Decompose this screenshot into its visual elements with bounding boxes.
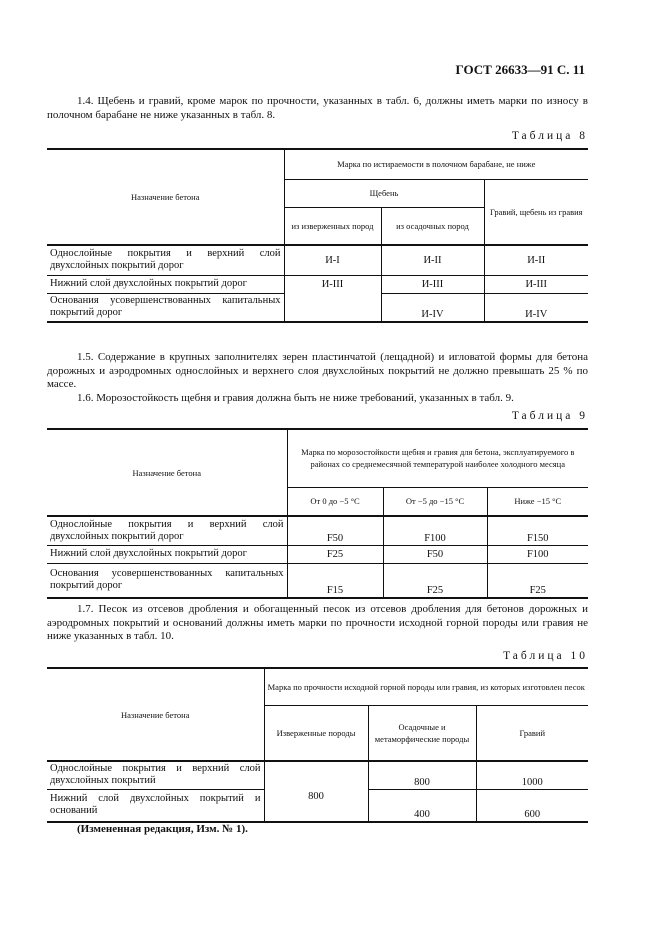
table-row-label: Нижний слой двухслойных покрытий и оснований: [47, 789, 264, 822]
table-cell-merged: 800: [264, 761, 368, 822]
table-8-caption: Таблица 8: [511, 130, 588, 142]
table-cell: 600: [476, 789, 588, 822]
paragraph-1-4: 1.4. Щебень и гравий, кроме марок по прочности, указанных в табл. 6, должны иметь марки по износу в полочном барабане не ниже указанных в табл. 8.: [47, 95, 588, 121]
table-cell: F25: [383, 563, 487, 598]
table-cell: F25: [287, 545, 383, 563]
t10-col-purpose: Назначение бетона: [47, 668, 264, 761]
t9-col-purpose: Назначение бетона: [47, 429, 287, 516]
table-cell: 1000: [476, 761, 588, 789]
t10-col-top: Марка по прочности исходной горной породы или гравия, из которых изготовлен песок: [264, 668, 588, 705]
t9-col-2: От −5 до −15 °С: [383, 487, 487, 516]
t8-col-purpose: Назначение бетона: [47, 149, 284, 245]
table-row-label: Однослойные покрытия и верхний слой двухслойных покрытий: [47, 761, 264, 789]
table-row-label: Однослойные покрытия и верхний слой двухслойных покрытий дорог: [47, 245, 284, 275]
table-cell: И-II: [484, 245, 588, 275]
t8-col-sedim: из осадочных пород: [381, 207, 484, 245]
table-cell: F150: [487, 516, 588, 545]
t10-col-2: Осадочные и метаморфические породы: [368, 705, 476, 761]
table-cell: F50: [287, 516, 383, 545]
table-8: [47, 148, 588, 323]
table-10-caption: Таблица 10: [503, 650, 588, 662]
table-cell: И-IV: [381, 293, 484, 322]
table-cell: F50: [383, 545, 487, 563]
table-cell: 800: [368, 761, 476, 789]
paragraph-1-7: 1.7. Песок из отсевов дробления и обогащенный песок из отсевов дробления для бетонов дорожных и аэродромных покрытий и оснований должны иметь марки по прочности исходной горной породы или гравия не ниже указанных в табл. 10.: [47, 603, 588, 642]
t9-col-1: От 0 до −5 °С: [287, 487, 383, 516]
paragraph-1-5-1-6: 1.5. Содержание в крупных заполнителях зерен пластинчатой (лещадной) и игловатой формы для бетона дорожных и аэродромных однослойных и верхнего слоя двухслойных покрытий не должно превышать 25 % по массе. 1.6. Морозостойкость щебня и гравия должна быть не ниже требований, указанных в табл. 9.: [47, 351, 588, 404]
table-cell: И-III: [484, 275, 588, 293]
table-cell: F15: [287, 563, 383, 598]
t8-col-top: Марка по истираемости в полочном барабане, не ниже: [284, 149, 588, 179]
table-10: [47, 667, 588, 823]
t8-col-crushed: Щебень: [284, 179, 484, 207]
table-row-label: Нижний слой двухслойных покрытий дорог: [47, 545, 287, 563]
table-9-caption: Таблица 9: [511, 410, 588, 422]
table-row-label: Основания усовершенствованных капитальных покрытий дорог: [47, 563, 287, 598]
table-cell: И-III: [381, 275, 484, 293]
table-9: [47, 428, 588, 599]
page-header: ГОСТ 26633—91 С. 11: [455, 62, 585, 77]
t9-col-3: Ниже −15 °С: [487, 487, 588, 516]
table-row-label: Нижний слой двухслойных покрытий дорог: [47, 275, 284, 293]
table-cell: И-I: [284, 245, 381, 275]
t10-col-3: Гравий: [476, 705, 588, 761]
table-cell: 400: [368, 789, 476, 822]
table-cell: F25: [487, 563, 588, 598]
t9-col-top: Марка по морозостойкости щебня и гравия для бетона, эксплуатируемого в районах со среднемесячной температурой наиболее холодного месяца: [287, 429, 588, 487]
t10-col-1: Изверженные породы: [264, 705, 368, 761]
table-cell: И-II: [381, 245, 484, 275]
table-row-label: Основания усовершенствованных капитальных покрытий дорог: [47, 293, 284, 322]
t8-col-igneous: из изверженных пород: [284, 207, 381, 245]
amendment-note: (Измененная редакция, Изм. № 1).: [77, 823, 248, 835]
table-cell-merged: И-III: [284, 275, 381, 322]
t8-col-gravel: Гравий, щебень из гравия: [484, 179, 588, 245]
table-cell: И-IV: [484, 293, 588, 322]
table-cell: F100: [383, 516, 487, 545]
table-cell: F100: [487, 545, 588, 563]
table-row-label: Однослойные покрытия и верхний слой двухслойных покрытий дорог: [47, 516, 287, 545]
